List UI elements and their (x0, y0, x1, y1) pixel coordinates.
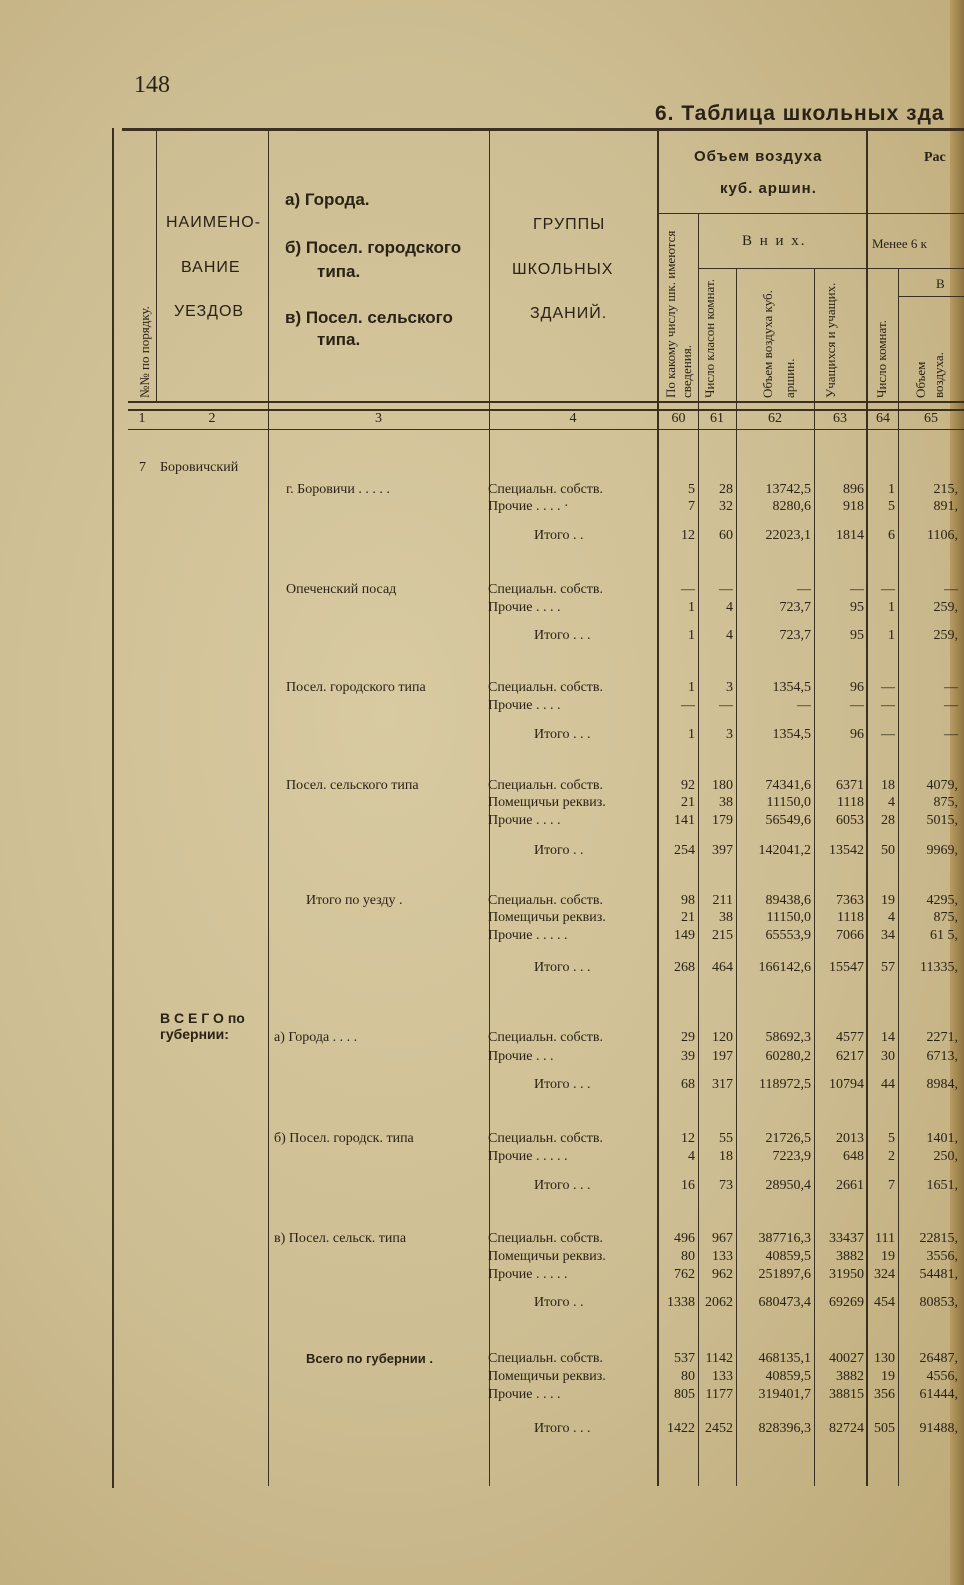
cell-col61: 179 (712, 813, 733, 828)
cell-col65: 4079, (926, 778, 958, 793)
cell-col65: 4295, (926, 893, 958, 908)
cell-col63: 13542 (829, 843, 864, 858)
cell-col61: 967 (712, 1231, 733, 1246)
cell-col63: 4577 (836, 1030, 864, 1045)
cell-col60: 4 (688, 1149, 695, 1164)
school-group-label: Прочие . . . . (488, 813, 561, 828)
cell-col62: 680473,4 (758, 1295, 811, 1310)
settlement-name: в) Посел. сельск. типа (274, 1231, 407, 1246)
header-group-3: ЗДАНИЙ. (530, 305, 608, 322)
cell-col62: 40859,5 (765, 1369, 811, 1384)
cell-col61: 215 (712, 928, 733, 943)
cell-col60: 1422 (667, 1421, 695, 1436)
header-ras: Рас (924, 150, 946, 165)
cell-col65: 5015, (926, 813, 958, 828)
cell-col62: 89438,6 (765, 893, 811, 908)
cell-col63: 31950 (829, 1267, 864, 1282)
cell-col60: 21 (681, 795, 695, 810)
colnum-63: 63 (833, 411, 847, 426)
cell-col63: 96 (850, 680, 864, 695)
settlement-name: а) Города . . . . (274, 1030, 358, 1045)
cell-col64: 5 (888, 1131, 895, 1146)
cell-col64: 356 (874, 1387, 895, 1402)
cell-col65: 215, (933, 482, 958, 497)
cell-col64: 19 (881, 1369, 895, 1384)
cell-col64: 44 (881, 1077, 895, 1092)
school-group-label: Прочие . . . . . (488, 1267, 568, 1282)
cell-col61: 32 (719, 499, 733, 514)
cell-col60: 1 (688, 628, 695, 643)
cell-col62: 723,7 (779, 628, 811, 643)
cell-col60: 1338 (667, 1295, 695, 1310)
cell-col63: 15547 (829, 960, 864, 975)
cell-col60: 5 (688, 482, 695, 497)
settlement-name: Посел. городского типа (286, 680, 426, 695)
cell-col60: — (681, 698, 695, 713)
cell-col64: 4 (888, 910, 895, 925)
cell-col64: 4 (888, 795, 895, 810)
cell-col61: 317 (712, 1077, 733, 1092)
cell-col62: 251897,6 (758, 1267, 811, 1282)
cell-col60: 29 (681, 1030, 695, 1045)
cell-col63: 3882 (836, 1369, 864, 1384)
settlement-name: Итого по уезду . (306, 893, 403, 908)
header-place-a: а) Города. (285, 190, 370, 209)
cell-col61: 4 (726, 628, 733, 643)
cell-col65: 2271, (926, 1030, 958, 1045)
cell-col60: 1 (688, 727, 695, 742)
cell-col65: — (944, 727, 958, 742)
header-v: В (936, 276, 945, 291)
cell-col62: 28950,4 (765, 1178, 811, 1193)
group-total-label: Итого . . . (534, 727, 591, 742)
cell-col63: 40027 (829, 1351, 864, 1366)
cell-col63: 2013 (836, 1131, 864, 1146)
school-group-label: Специальн. собств. (488, 1131, 604, 1146)
district-name: Боровичский (160, 460, 239, 475)
header-name-1: НАИМЕНО- (166, 214, 262, 231)
cell-col65: 9969, (926, 843, 958, 858)
cell-col62: 7223,9 (772, 1149, 811, 1164)
school-group-label: Прочие . . . . . (488, 928, 568, 943)
cell-col63: 33437 (829, 1231, 864, 1246)
colnum-60: 60 (671, 411, 686, 426)
cell-col63: 3882 (836, 1249, 864, 1264)
settlement-name: Опеченский посад (286, 582, 397, 597)
cell-col62: 319401,7 (758, 1387, 811, 1402)
cell-col60: 92 (681, 778, 695, 793)
cell-col61: — (719, 698, 733, 713)
header-air-volume-2: куб. аршин. (720, 180, 817, 197)
cell-col64: 5 (888, 499, 895, 514)
cell-col65: — (944, 582, 958, 597)
cell-col62: 723,7 (779, 600, 811, 615)
cell-col61: 133 (712, 1249, 733, 1264)
cell-col62: 22023,1 (765, 528, 811, 543)
cell-col63: 10794 (829, 1077, 864, 1092)
cell-col65: 22815, (919, 1231, 958, 1246)
school-group-label: Прочие . . . . . (488, 1149, 568, 1164)
colnum-3: 3 (375, 411, 382, 426)
cell-col63: 896 (843, 482, 864, 497)
colnum-65: 65 (924, 411, 938, 426)
cell-col64: 34 (881, 928, 895, 943)
school-group-label: Прочие . . . . · (488, 499, 569, 514)
cell-col61: 73 (719, 1178, 733, 1193)
group-total-label: Итого . . (534, 528, 584, 543)
school-group-label: Специальн. собств. (488, 482, 604, 497)
cell-col64: 14 (881, 1030, 895, 1045)
page-number: 148 (134, 72, 170, 98)
group-total-label: Итого . . . (534, 960, 591, 975)
header-name-3: УЕЗДОВ (174, 303, 245, 320)
table-title: 6. Таблица школьных зда (655, 102, 945, 125)
school-group-label: Помещичьи реквиз. (488, 1369, 606, 1384)
cell-col63: 6371 (836, 778, 864, 793)
cell-col62: 11150,0 (766, 795, 811, 810)
cell-col65: 250, (933, 1149, 958, 1164)
cell-col63: — (850, 582, 864, 597)
cell-col63: 95 (850, 628, 864, 643)
cell-col60: 762 (674, 1267, 695, 1282)
cell-col61: 38 (719, 910, 733, 925)
cell-col65: 891, (933, 499, 958, 514)
cell-col60: 7 (688, 499, 695, 514)
cell-col60: 21 (681, 910, 695, 925)
cell-col63: 2661 (836, 1178, 864, 1193)
header-col60: По какому числу шк. имеются сведения. (663, 230, 694, 398)
group-total-label: Итого . . . (534, 1421, 591, 1436)
school-group-label: Прочие . . . . (488, 600, 561, 615)
cell-col61: 1142 (705, 1351, 733, 1366)
header-col63: Учащихся и учащих. (823, 282, 838, 398)
group-total-label: Итого . . (534, 1295, 584, 1310)
cell-col65: 11335, (920, 960, 958, 975)
cell-col60: 1 (688, 680, 695, 695)
cell-col61: 962 (712, 1267, 733, 1282)
school-group-label: Помещичьи реквиз. (488, 1249, 606, 1264)
cell-col60: 80 (681, 1249, 695, 1264)
cell-col63: 1118 (837, 795, 864, 810)
cell-col61: — (719, 582, 733, 597)
colnum-4: 4 (569, 411, 577, 426)
cell-col65: 80853, (919, 1295, 958, 1310)
settlement-name: г. Боровичи . . . . . (286, 482, 390, 497)
header-col64: Число комнат. (874, 320, 889, 398)
cell-col61: 133 (712, 1369, 733, 1384)
header-v-nikh: В н и х. (742, 233, 807, 249)
cell-col65: 61444, (919, 1387, 958, 1402)
v-nikh-rule (698, 268, 868, 269)
cell-col61: 2062 (705, 1295, 733, 1310)
cell-col65: 54481, (919, 1267, 958, 1282)
school-group-label: Специальн. собств. (488, 1231, 604, 1246)
cell-col61: 38 (719, 795, 733, 810)
cell-col62: — (797, 698, 811, 713)
cell-col62: 118972,5 (759, 1077, 811, 1092)
cell-col60: 268 (674, 960, 695, 975)
cell-col65: 1106, (927, 528, 958, 543)
cell-col65: 1401, (926, 1131, 958, 1146)
cell-col65: 875, (933, 795, 958, 810)
cell-col62: 142041,2 (758, 843, 811, 858)
cell-col63: 918 (843, 499, 864, 514)
cell-col64: 454 (874, 1295, 895, 1310)
cell-col61: 2452 (705, 1421, 733, 1436)
cell-col63: 96 (850, 727, 864, 742)
cell-col62: 166142,6 (758, 960, 811, 975)
cell-col61: 211 (712, 893, 733, 908)
school-group-label: Специальн. собств. (488, 778, 604, 793)
less6-rule (868, 268, 964, 269)
cell-col61: 55 (719, 1131, 733, 1146)
cell-col63: 7363 (836, 893, 864, 908)
cell-col65: 6713, (926, 1049, 958, 1064)
cell-col64: 324 (874, 1267, 895, 1282)
cell-col64: 18 (881, 778, 895, 793)
cell-col64: — (881, 698, 895, 713)
ras-rule (868, 213, 964, 214)
school-group-label: Прочие . . . (488, 1049, 554, 1064)
cell-col64: — (881, 727, 895, 742)
cell-col60: 39 (681, 1049, 695, 1064)
cell-col64: 505 (874, 1421, 895, 1436)
school-group-label: Специальн. собств. (488, 680, 604, 695)
cell-col62: 74341,6 (765, 778, 811, 793)
cell-col63: 648 (843, 1149, 864, 1164)
cell-col62: 58692,3 (765, 1030, 811, 1045)
header-place-b: б) Посел. городского (285, 238, 462, 257)
cell-col61: 197 (712, 1049, 733, 1064)
header-col65: Объем воздуха. (913, 352, 946, 398)
cell-col65: 3556, (926, 1249, 958, 1264)
cell-col60: 141 (674, 813, 695, 828)
group-total-label: Итого . . . (534, 628, 591, 643)
cell-col64: — (881, 680, 895, 695)
cell-col63: 1118 (837, 910, 864, 925)
cell-col63: 6053 (836, 813, 864, 828)
settlement-name: Всего по губернии . (306, 1351, 433, 1366)
cell-col65: 4556, (926, 1369, 958, 1384)
colnum-2: 2 (208, 411, 216, 426)
cell-col62: 60280,2 (765, 1049, 811, 1064)
header-col-no: №№ по порядку. (137, 306, 152, 398)
header-bottom-rule (128, 401, 964, 403)
cell-col61: 464 (712, 960, 733, 975)
cell-col60: 80 (681, 1369, 695, 1384)
vline-1 (156, 131, 157, 401)
cell-col64: 2 (888, 1149, 895, 1164)
cell-col63: 69269 (829, 1295, 864, 1310)
cell-col62: 13742,5 (765, 482, 811, 497)
cell-col61: 3 (726, 727, 733, 742)
cell-col64: 1 (888, 600, 895, 615)
cell-col61: 18 (719, 1149, 733, 1164)
district-name: В С Е Г О по губернии: (160, 1010, 245, 1042)
cell-col64: 111 (875, 1231, 895, 1246)
cell-col62: 21726,5 (765, 1131, 811, 1146)
cell-col60: 537 (674, 1351, 695, 1366)
school-group-label: Специальн. собств. (488, 582, 604, 597)
cell-col60: 98 (681, 893, 695, 908)
colnum-62: 62 (768, 411, 782, 426)
group-total-label: Итого . . (534, 843, 584, 858)
cell-col61: 397 (712, 843, 733, 858)
cell-col62: 828396,3 (758, 1421, 811, 1436)
cell-col64: 50 (881, 843, 895, 858)
cell-col65: 1651, (926, 1178, 958, 1193)
cell-col65: 259, (933, 600, 958, 615)
cell-col63: 6217 (836, 1049, 864, 1064)
header-place-c: в) Посел. сельского (285, 308, 453, 327)
cell-col65: 8984, (926, 1077, 958, 1092)
cell-col62: 387716,3 (758, 1231, 811, 1246)
school-group-label: Помещичьи реквиз. (488, 795, 606, 810)
cell-col60: 805 (674, 1387, 695, 1402)
cell-col64: 130 (874, 1351, 895, 1366)
air-volume-rule (658, 213, 868, 214)
header-group-2: ШКОЛЬНЫХ (512, 261, 614, 278)
cell-col65: 26487, (919, 1351, 958, 1366)
cell-col65: 259, (933, 628, 958, 643)
cell-col65: — (944, 680, 958, 695)
cell-col64: 28 (881, 813, 895, 828)
cell-col63: 1814 (836, 528, 864, 543)
cell-col60: 149 (674, 928, 695, 943)
cell-col61: 3 (726, 680, 733, 695)
group-total-label: Итого . . . (534, 1178, 591, 1193)
cell-col62: 56549,6 (765, 813, 811, 828)
cell-col61: 180 (712, 778, 733, 793)
cell-col62: — (797, 582, 811, 597)
colnum-1: 1 (138, 411, 146, 426)
row-number: 7 (139, 460, 146, 475)
cell-col64: 19 (881, 893, 895, 908)
cell-col60: 1 (688, 600, 695, 615)
school-group-label: Прочие . . . . (488, 698, 561, 713)
cell-col62: 8280,6 (772, 499, 811, 514)
school-group-label: Специальн. собств. (488, 1351, 604, 1366)
header-place-c2: типа. (317, 330, 361, 349)
cell-col61: 1177 (705, 1387, 733, 1402)
header-place-b2: типа. (317, 262, 361, 281)
school-group-label: Специальн. собств. (488, 893, 604, 908)
header-col62: Объем воздуха куб. аршин. (760, 290, 797, 398)
cell-col64: 1 (888, 628, 895, 643)
cell-col63: 82724 (829, 1421, 864, 1436)
cell-col64: 19 (881, 1249, 895, 1264)
cell-col62: 40859,5 (765, 1249, 811, 1264)
top-rule (122, 128, 964, 131)
cell-col64: 30 (881, 1049, 895, 1064)
cell-col64: 1 (888, 482, 895, 497)
school-group-label: Помещичьи реквиз. (488, 910, 606, 925)
cell-col63: 38815 (829, 1387, 864, 1402)
vline-2 (268, 131, 269, 1486)
header-col61: Число класон комнат. (702, 279, 717, 398)
cell-col62: 1354,5 (772, 727, 811, 742)
cell-col60: 68 (681, 1077, 695, 1092)
header-air-volume-1: Объем воздуха (694, 148, 823, 165)
vline-left (112, 128, 114, 1488)
cell-col65: 875, (933, 910, 958, 925)
cell-col65: 61 5, (930, 928, 958, 943)
cell-col65: — (944, 698, 958, 713)
cell-col60: 254 (674, 843, 695, 858)
cell-col64: — (881, 582, 895, 597)
cell-col62: 11150,0 (766, 910, 811, 925)
colnum-bottom-rule (128, 429, 964, 430)
school-group-label: Прочие . . . . (488, 1387, 561, 1402)
settlement-name: б) Посел. городск. типа (274, 1131, 414, 1146)
header-name-2: ВАНИЕ (181, 259, 241, 276)
cell-col60: 16 (681, 1178, 695, 1193)
colnum-61: 61 (710, 411, 724, 426)
cell-col61: 28 (719, 482, 733, 497)
cell-col60: 12 (681, 528, 695, 543)
header-group-1: ГРУППЫ (533, 216, 606, 233)
cell-col63: 95 (850, 600, 864, 615)
cell-col62: 65553,9 (765, 928, 811, 943)
cell-col60: — (681, 582, 695, 597)
cell-col63: 7066 (836, 928, 864, 943)
cell-col61: 4 (726, 600, 733, 615)
cell-col61: 120 (712, 1030, 733, 1045)
cell-col60: 496 (674, 1231, 695, 1246)
settlement-name: Посел. сельского типа (286, 778, 419, 793)
cell-col64: 6 (888, 528, 895, 543)
cell-col63: — (850, 698, 864, 713)
cell-col64: 57 (881, 960, 895, 975)
colnum-64: 64 (876, 411, 890, 426)
cell-col61: 60 (719, 528, 733, 543)
v-rule (898, 296, 964, 297)
cell-col65: 91488, (919, 1421, 958, 1436)
header-less6: Менее 6 к (872, 236, 927, 251)
cell-col62: 1354,5 (772, 680, 811, 695)
cell-col60: 12 (681, 1131, 695, 1146)
cell-col64: 7 (888, 1178, 895, 1193)
cell-col62: 468135,1 (758, 1351, 811, 1366)
group-total-label: Итого . . . (534, 1077, 591, 1092)
school-group-label: Специальн. собств. (488, 1030, 604, 1045)
